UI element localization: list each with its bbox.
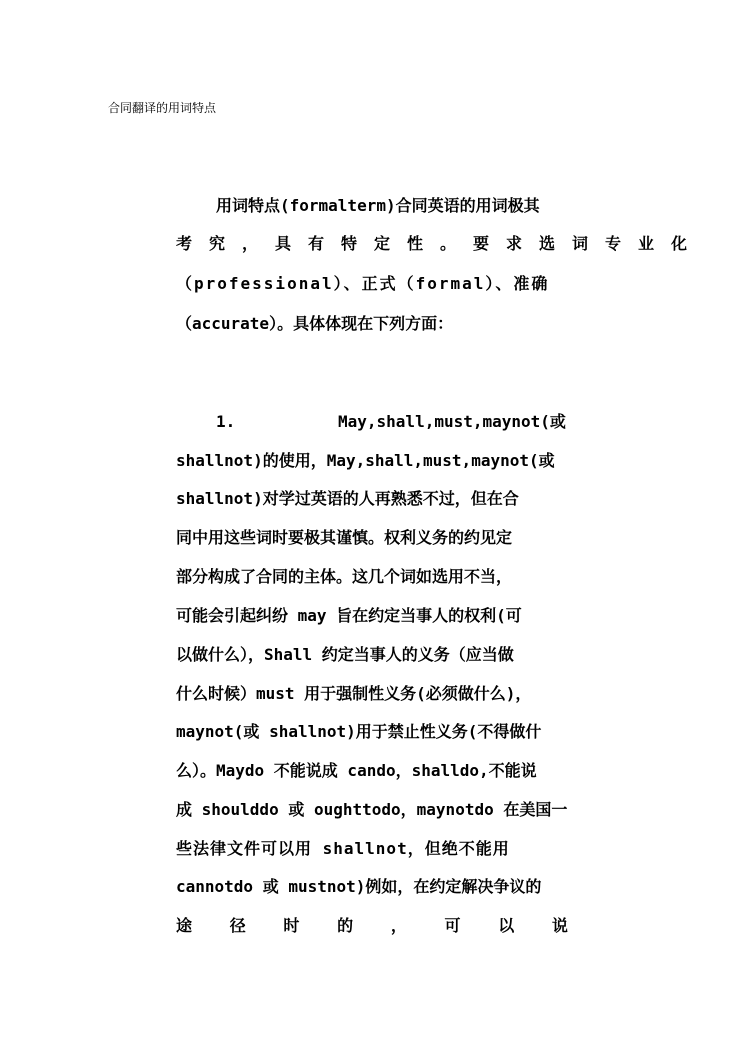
last-line-word-6: 可 xyxy=(444,916,461,935)
section1-line-1: shallnot)的使用，May,shall,must,maynot(或 xyxy=(176,451,555,470)
section1-number: 1. xyxy=(216,412,236,431)
section1-title: May,shall,must,maynot(或 xyxy=(338,412,566,431)
section1-line-11: 些法律文件可以用 shallnot，但绝不能用 xyxy=(176,839,510,858)
section1-line-12: cannotdo 或 mustnot)例如，在约定解决争议的 xyxy=(176,877,542,896)
document-header: 合同翻译的用词特点 xyxy=(108,101,217,115)
section1-line-10: 成 shoulddo 或 oughttodo，maynotdo 在美国一 xyxy=(176,800,568,819)
section1-line-8: maynot(或 shallnot)用于禁止性义务(不得做什 xyxy=(176,722,542,741)
section1-line-6: 以做什么），Shall 约定当事人的义务（应当做 xyxy=(176,645,514,664)
intro-line-2-text: 考究，具有特定性。要求选词专业化 xyxy=(176,234,705,253)
section1-line-7: 什么时候）must 用于强制性义务(必须做什么)， xyxy=(176,684,532,703)
last-line-word-2: 径 xyxy=(229,916,246,935)
last-line-word-1: 途 xyxy=(176,916,193,935)
intro-line-1: 用词特点(formalterm)合同英语的用词极其 xyxy=(216,196,540,215)
last-line-word-5: ， xyxy=(390,916,407,935)
section1-line-9: 么）。Maydo 不能说成 cando，shalldo,不能说 xyxy=(176,761,537,780)
last-line-word-4: 的 xyxy=(337,916,354,935)
section1-line-2: shallnot)对学过英语的人再熟悉不过，但在合 xyxy=(176,489,519,508)
section1-line-5: 可能会引起纠纷 may 旨在约定当事人的权利(可 xyxy=(176,606,522,625)
intro-line-2 xyxy=(176,234,705,254)
section1-line-4: 部分构成了合同的主体。这几个词如选用不当， xyxy=(176,567,513,586)
section1-line-3: 同中用这些词时要极其谨慎。权利义务的约见定 xyxy=(176,528,513,547)
last-line-word-3: 时 xyxy=(283,916,300,935)
section1-line-13 xyxy=(176,916,568,936)
intro-line-3: （professional）、正式（formal）、准确 xyxy=(176,274,550,293)
intro-line-4: （accurate）。具体体现在下列方面： xyxy=(176,314,454,333)
last-line-word-7: 以 xyxy=(498,916,515,935)
last-line-word-8: 说 xyxy=(551,916,568,935)
